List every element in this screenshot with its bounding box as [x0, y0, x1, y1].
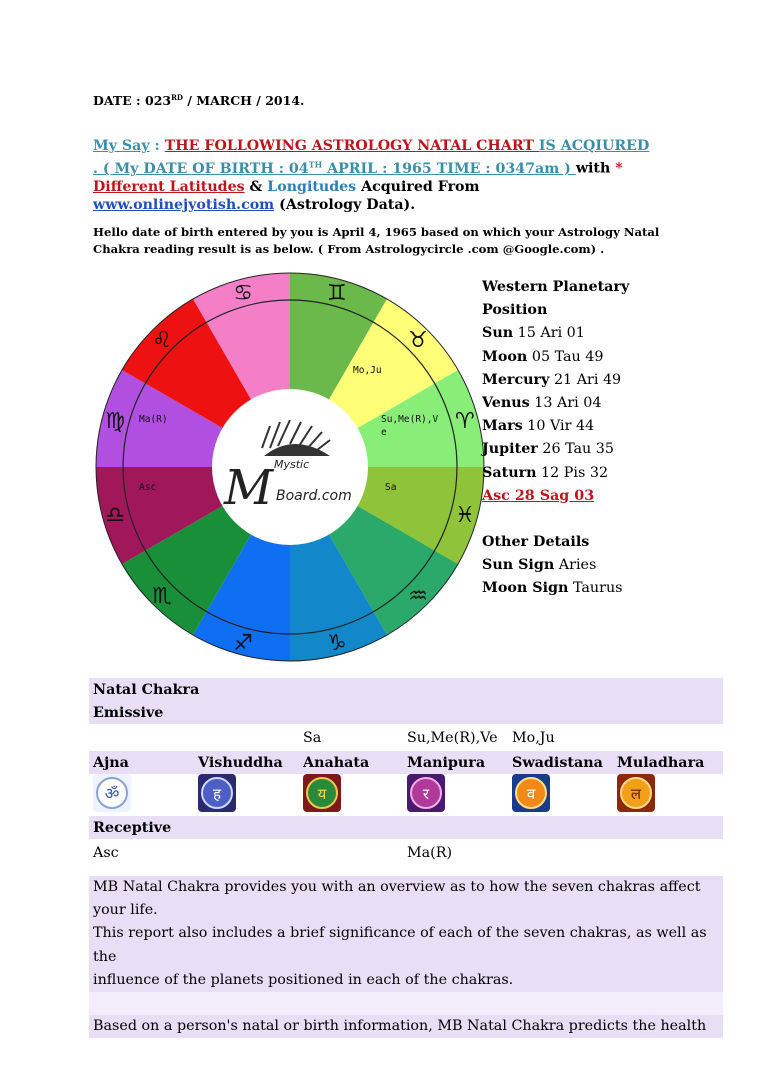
zodiac-sign-glyph: ♉	[408, 328, 428, 354]
zodiac-sign-glyph: ♐	[233, 630, 254, 656]
svg-text:Board.com: Board.com	[276, 488, 352, 504]
manipura-chakra-icon	[407, 774, 445, 812]
house-label-ma: Ma(R)	[139, 414, 168, 425]
planet-row: Mercury 21 Ari 49	[482, 371, 622, 388]
svg-text:ह: ह	[213, 785, 221, 803]
following-text: THE FOLLOWING ASTROLOGY NATAL CHART	[164, 138, 539, 154]
svg-text:र: र	[422, 785, 430, 803]
chakra-name: Vishuddha	[198, 754, 283, 771]
emissive-label: Emissive	[93, 704, 164, 721]
vishuddha-chakra-icon	[198, 774, 236, 812]
hello-text: Hello date of birth entered by you is April 4, 1965 based on which your Astrology Natal Chakra reading result is as below. ( From Astrologycircle .com @Google.com) .	[93, 225, 660, 256]
svg-text:ॐ: ॐ	[104, 784, 120, 803]
house-label-ve-cont: e	[381, 427, 387, 438]
zodiac-sign-glyph: ♓	[454, 502, 475, 528]
zodiac-sign-glyph: ♑	[326, 630, 347, 656]
emissive-anahata: Sa	[303, 729, 322, 746]
zodiac-sign-glyph: ♒	[408, 583, 428, 609]
svg-text:Mystic: Mystic	[274, 458, 310, 471]
svg-text:व: व	[526, 785, 536, 803]
sun-sign-value: Aries	[554, 557, 597, 574]
zodiac-sign-glyph: ♊	[326, 281, 347, 307]
other-details-title: Other Details	[482, 534, 590, 551]
natal-chakra-table	[89, 678, 723, 866]
description-paragraphs	[89, 876, 723, 1038]
zodiac-sign-glyph: ♈	[454, 409, 475, 435]
logo-letter-m: M	[224, 460, 274, 516]
emissive-manipura: Su,Me(R),Ve	[407, 729, 498, 746]
house-label-mo-ju: Mo,Ju	[353, 365, 382, 376]
ajna-chakra-icon	[93, 774, 131, 812]
paragraph-line: influence of the planets positioned in each of the chakras.	[89, 969, 723, 992]
document-date: DATE : 023RD / MARCH / 2014.	[93, 93, 305, 109]
zodiac-sign-glyph: ♏	[152, 583, 172, 609]
planet-row: Jupiter 26 Tau 35	[482, 441, 615, 458]
swadistana-chakra-icon	[512, 774, 550, 812]
paragraph-line: MB Natal Chakra provides you with an overview as to how the seven chakras affect your life.	[89, 876, 723, 922]
planets-title: Western Planetary	[482, 279, 630, 295]
intro-paragraph: My Say : THE FOLLOWING ASTROLOGY NATAL CHART IS ACQIURED . ( My DATE OF BIRTH : 04TH APRIL : 1965 TIME : 0347am ) with * Different Latitudes & Longitudes Acquired From www.onlinejyotish.com (Astrology Data).	[93, 138, 650, 214]
receptive-ajna: Asc	[93, 844, 119, 861]
chakra-name: Manipura	[407, 754, 486, 771]
receptive-label: Receptive	[93, 819, 172, 836]
house-label-sa: Sa	[385, 482, 397, 493]
house-label-asc: Asc	[139, 482, 157, 493]
chakra-name: Muladhara	[617, 754, 705, 771]
paragraph-line: Based on a person's natal or birth information, MB Natal Chakra predicts the health	[89, 1015, 723, 1038]
chakra-name: Swadistana	[512, 754, 603, 771]
zodiac-sign-glyph: ♍	[105, 409, 126, 435]
my-say-label: My Say	[93, 138, 150, 154]
natal-chart-wheel	[94, 272, 486, 662]
muladhara-chakra-icon	[617, 774, 655, 812]
emissive-swadistana: Mo,Ju	[512, 729, 555, 746]
chakra-name: Ajna	[93, 754, 129, 771]
paragraph-line: This report also includes a brief significance of each of the seven chakras, as well as the	[89, 922, 723, 968]
planet-row: Venus 13 Ari 04	[482, 395, 602, 412]
zodiac-sign-glyph: ♌	[152, 328, 172, 354]
svg-text:य: य	[317, 785, 327, 803]
zodiac-sign-glyph: ♋	[233, 281, 254, 307]
ascendant-link[interactable]: Asc 28 Sag 03	[482, 487, 595, 504]
moon-sign-value: Taurus	[568, 580, 623, 597]
planetary-positions: Western Planetary Position Sun 15 Ari 01 Moon 05 Tau 49 Mercury 21 Ari 49 Venus 13 Ari 04 Mars 10 Vir 44 Jupiter 26 Tau 35 Saturn 12 Pis 32 Asc 28 Sag 03 Other Details Sun Sign Aries Moon Sign Taurus	[482, 276, 722, 601]
natal-chakra-title: Natal Chakra	[93, 681, 200, 698]
dob-text: . ( My DATE OF BIRTH : 04TH APRIL : 1965 TIME : 0347am )	[93, 159, 576, 177]
onlinejyotish-link[interactable]: www.onlinejyotish.com	[93, 197, 275, 214]
latitudes-text: Different Latitudes	[93, 179, 245, 196]
planet-row: Saturn 12 Pis 32	[482, 464, 609, 481]
svg-text:ल: ल	[630, 785, 642, 803]
zodiac-sign-glyph: ♎	[105, 502, 126, 528]
receptive-manipura: Ma(R)	[407, 844, 453, 861]
planet-row: Sun 15 Ari 01	[482, 325, 585, 342]
planet-row: Moon 05 Tau 49	[482, 348, 604, 365]
planet-row: Mars 10 Vir 44	[482, 418, 595, 435]
house-label-su-me-ve: Su,Me(R),V	[381, 414, 439, 425]
chakra-name: Anahata	[303, 754, 370, 771]
longitudes-text: Longitudes	[267, 179, 357, 196]
paragraph-spacer	[89, 992, 723, 1015]
anahata-chakra-icon	[303, 774, 341, 812]
